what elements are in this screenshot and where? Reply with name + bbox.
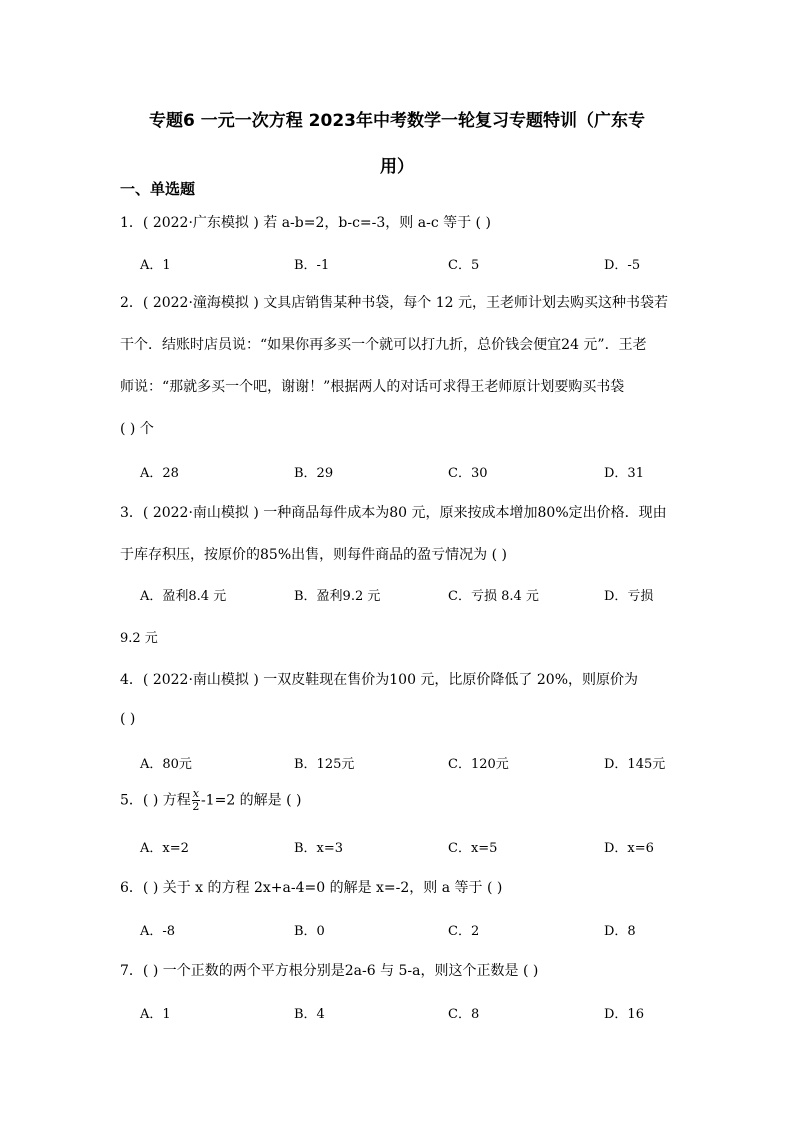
option-a: A．1: [140, 258, 171, 273]
section-heading: 一、单选题: [120, 180, 196, 198]
option-a: A．x=2: [140, 841, 189, 856]
question-7-text: 7．( ) 一个正数的两个平方根分别是2a-6 与 5-a，则这个正数是 ( ): [120, 963, 539, 979]
option-d: D．亏损: [604, 589, 654, 604]
option-c: C．5: [448, 258, 480, 273]
fraction-numerator: x: [192, 787, 199, 800]
title-line-1: 专题6 一元一次方程 2023年中考数学一轮复习专题特训（广东专: [149, 111, 645, 131]
question-2-text-line-1: 2．( 2022·潼海模拟 ) 文具店销售某种书袋，每个 12 元，王老师计划去购买这种书袋若: [120, 295, 668, 311]
question-5-options: [0, 837, 794, 857]
option-c: C．2: [448, 924, 480, 939]
question-3-options: [0, 585, 794, 605]
option-b: B．125元: [294, 757, 355, 772]
question-3-text-line-1: 3．( 2022·南山模拟 ) 一种商品每件成本为80 元，原来按成本增加80%定出价格．现由: [120, 505, 667, 521]
option-b: B．x=3: [294, 841, 344, 856]
question-7-options: [0, 1003, 794, 1023]
title-line-2: 用）: [380, 157, 414, 177]
option-a: A．80元: [140, 757, 192, 772]
question-6-text: 6．( ) 关于 x 的方程 2x+a-4=0 的解是 x=-2，则 a 等于 ( ): [120, 880, 503, 896]
question-2-text-line-4: ( ) 个: [120, 421, 154, 437]
option-a: A．1: [140, 1007, 171, 1022]
fraction-denominator: 2: [192, 800, 200, 813]
question-2-text-line-3: 师说：“那就多买一个吧，谢谢！”根据两人的对话可求得王老师原计划要购买书袋: [120, 379, 625, 395]
option-d: D．x=6: [604, 841, 654, 856]
question-3-text-line-2: 于库存积压，按原价的85%出售，则每件商品的盈亏情况为 ( ): [120, 547, 507, 563]
question-4-text-line-1: 4．( 2022·南山模拟 ) 一双皮鞋现在售价为100 元，比原价降低了 20%，则原价为: [120, 672, 638, 688]
option-b: B．-1: [294, 258, 330, 273]
option-b: B．4: [294, 1007, 325, 1022]
question-2-options: [0, 462, 794, 482]
question-1-text: 1．( 2022·广东模拟 ) 若 a-b=2，b-c=-3，则 a-c 等于 ( ): [120, 215, 491, 231]
option-d: D．145元: [604, 757, 666, 772]
option-c: C．30: [448, 466, 488, 481]
fraction-x-over-2: [192, 788, 200, 813]
option-c: C．120元: [448, 757, 509, 772]
question-3-option-d-continued: 9.2 元: [120, 631, 158, 646]
option-b: B．盈利9.2 元: [294, 589, 381, 604]
option-b: B．29: [294, 466, 334, 481]
option-d: D．16: [604, 1007, 644, 1022]
question-2-text-line-2: 干个．结账时店员说：“如果你再多买一个就可以打九折，总价钱会便宜24 元”．王老: [120, 337, 647, 353]
question-4-text-line-2: ( ): [120, 711, 136, 727]
question-4-options: [0, 753, 794, 773]
option-a: A．28: [140, 466, 179, 481]
question-5-prefix: 5．( ) 方程: [120, 792, 191, 809]
question-5-suffix: -1=2 的解是 ( ): [200, 792, 302, 809]
option-a: A．-8: [140, 924, 176, 939]
option-c: C．8: [448, 1007, 480, 1022]
option-c: C．x=5: [448, 841, 498, 856]
document-title: [110, 98, 684, 190]
option-b: B．0: [294, 924, 325, 939]
question-1-options: [0, 254, 794, 274]
option-c: C．亏损 8.4 元: [448, 589, 539, 604]
option-d: D．8: [604, 924, 636, 939]
option-a: A．盈利8.4 元: [140, 589, 227, 604]
question-6-options: [0, 920, 794, 940]
question-5-text: [120, 788, 680, 813]
option-d: D．-5: [604, 258, 641, 273]
option-d: D．31: [604, 466, 644, 481]
